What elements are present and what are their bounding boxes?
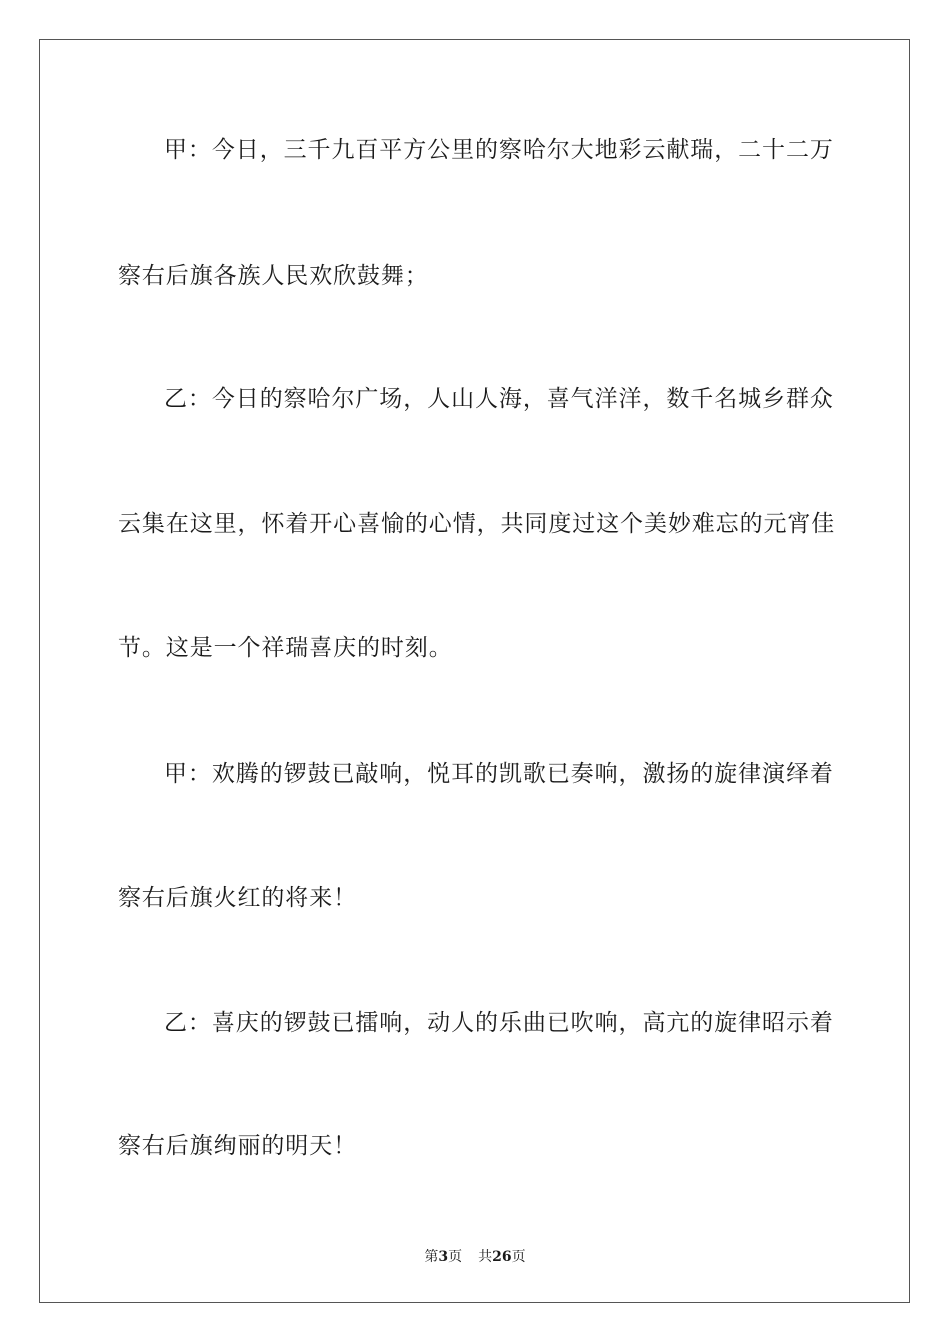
glyph: 甲 <box>164 761 188 787</box>
glyph: 二 <box>785 137 810 163</box>
glyph: 千 <box>307 137 332 163</box>
paragraph-line-2: 察右后旗各族人民欢欣鼓舞； <box>118 263 429 289</box>
glyph: 云 <box>118 511 142 537</box>
glyph: 云 <box>642 137 667 163</box>
glyph: 乙 <box>164 386 188 412</box>
paragraph-line-5: 节。这是一个祥瑞喜庆的时刻。 <box>118 635 453 661</box>
glyph: 同 <box>524 511 549 537</box>
glyph: 里 <box>451 137 475 163</box>
glyph: 度 <box>548 511 573 537</box>
glyph: 鼓 <box>307 761 332 787</box>
glyph: 美 <box>643 511 668 537</box>
glyph: 高 <box>642 1010 667 1036</box>
glyph: 锣 <box>283 761 308 787</box>
glyph: 十 <box>762 137 786 163</box>
glyph: 今 <box>211 386 236 412</box>
page-footer <box>0 1248 950 1266</box>
glyph: 在 <box>165 511 190 537</box>
total-suffix: 页 <box>511 1249 526 1265</box>
glyph: 愉 <box>380 511 405 537</box>
page-suffix: 页 <box>448 1249 463 1265</box>
glyph: 律 <box>738 1010 763 1036</box>
glyph: 已 <box>331 1010 356 1036</box>
glyph: 尔 <box>546 137 571 163</box>
glyph: 难 <box>691 511 716 537</box>
paragraph-line-1 <box>164 135 834 165</box>
glyph: 凯 <box>498 761 523 787</box>
glyph: 欢 <box>211 761 236 787</box>
glyph: 平 <box>379 137 404 163</box>
glyph: 忘 <box>715 511 740 537</box>
glyph: 耳 <box>451 761 475 787</box>
glyph: 怀 <box>261 511 286 537</box>
page-prefix: 第 <box>424 1249 439 1265</box>
glyph: 妙 <box>667 511 692 537</box>
glyph: 鼓 <box>307 1010 332 1036</box>
glyph: ， <box>403 761 428 787</box>
paragraph-line-6 <box>164 759 834 789</box>
glyph: ， <box>403 386 428 412</box>
glyph: 的 <box>474 137 499 163</box>
glyph: 元 <box>763 511 788 537</box>
glyph: 歌 <box>522 761 547 787</box>
glyph: 共 <box>500 511 525 537</box>
glyph: 喜 <box>546 386 571 412</box>
glyph: ： <box>187 386 212 412</box>
page-border <box>39 39 910 1303</box>
glyph: 群 <box>785 386 810 412</box>
glyph: ： <box>187 761 212 787</box>
glyph: 已 <box>546 761 571 787</box>
glyph: 这 <box>596 511 621 537</box>
glyph: 大 <box>570 137 595 163</box>
glyph: 察 <box>498 137 523 163</box>
glyph: 吹 <box>570 1010 595 1036</box>
glyph: 瑞 <box>690 137 715 163</box>
total-pages: 26 <box>492 1249 512 1265</box>
glyph: 亢 <box>666 1010 691 1036</box>
glyph: 献 <box>666 137 691 163</box>
glyph: 庆 <box>235 1010 260 1036</box>
glyph: 个 <box>620 511 644 537</box>
glyph: 这 <box>189 511 214 537</box>
glyph: 千 <box>690 386 715 412</box>
glyph: 人 <box>474 386 499 412</box>
glyph: 响 <box>594 761 619 787</box>
glyph: 众 <box>809 386 834 412</box>
glyph: 的 <box>739 511 764 537</box>
glyph: 洋 <box>594 386 619 412</box>
glyph: 律 <box>738 761 763 787</box>
glyph: ， <box>522 386 547 412</box>
glyph: ， <box>259 137 284 163</box>
glyph: 二 <box>738 137 763 163</box>
glyph: 曲 <box>522 1010 547 1036</box>
glyph: ， <box>476 511 501 537</box>
glyph: 九 <box>331 137 356 163</box>
glyph: 哈 <box>307 386 332 412</box>
glyph: 响 <box>379 761 404 787</box>
glyph: 察 <box>283 386 308 412</box>
glyph: 城 <box>738 386 763 412</box>
glyph: 日 <box>235 386 260 412</box>
glyph: 万 <box>809 137 834 163</box>
glyph: ， <box>237 511 262 537</box>
glyph: 扬 <box>666 761 691 787</box>
paragraph-line-7: 察右后旗火红的将来！ <box>118 885 357 911</box>
glyph: 喜 <box>211 1010 236 1036</box>
glyph: ， <box>403 1010 428 1036</box>
glyph: 响 <box>379 1010 404 1036</box>
page-number: 3 <box>438 1249 449 1265</box>
glyph: 气 <box>570 386 595 412</box>
glyph: 三 <box>283 137 308 163</box>
glyph: 尔 <box>331 386 356 412</box>
glyph: 过 <box>572 511 597 537</box>
glyph: 激 <box>642 761 667 787</box>
glyph: ： <box>187 137 212 163</box>
glyph: 海 <box>498 386 523 412</box>
glyph: 的 <box>690 1010 715 1036</box>
glyph: 乐 <box>498 1010 523 1036</box>
glyph: 公 <box>427 137 452 163</box>
glyph: ， <box>618 761 643 787</box>
glyph: 演 <box>762 761 786 787</box>
glyph: ， <box>618 1010 643 1036</box>
glyph: 旋 <box>714 1010 739 1036</box>
glyph: 腾 <box>235 761 260 787</box>
glyph: 动 <box>427 1010 452 1036</box>
glyph: 喜 <box>357 511 381 537</box>
glyph: 广 <box>355 386 380 412</box>
glyph: 旋 <box>714 761 739 787</box>
glyph: 场 <box>379 386 404 412</box>
glyph: 的 <box>474 1010 499 1036</box>
glyph: 的 <box>474 761 499 787</box>
glyph: 的 <box>690 761 715 787</box>
paragraph-line-9: 察右后旗绚丽的明天！ <box>118 1133 357 1159</box>
glyph: 今 <box>211 137 236 163</box>
total-prefix: 共 <box>478 1249 493 1265</box>
glyph: 心 <box>428 511 453 537</box>
glyph: ， <box>714 137 739 163</box>
paragraph-line-8 <box>164 1008 834 1038</box>
glyph: 的 <box>404 511 429 537</box>
glyph: 奏 <box>570 761 595 787</box>
glyph: ， <box>642 386 667 412</box>
glyph: 绎 <box>785 761 810 787</box>
glyph: 日 <box>235 137 260 163</box>
glyph: 的 <box>259 1010 284 1036</box>
glyph: 着 <box>809 761 834 787</box>
glyph: 地 <box>594 137 619 163</box>
paragraph-line-3 <box>164 384 834 414</box>
glyph: 名 <box>714 386 739 412</box>
glyph: 的 <box>259 761 284 787</box>
glyph: 里 <box>213 511 238 537</box>
glyph: 集 <box>141 511 166 537</box>
glyph: 已 <box>331 761 356 787</box>
glyph: 的 <box>259 386 284 412</box>
glyph: 人 <box>427 386 452 412</box>
glyph: 响 <box>594 1010 619 1036</box>
glyph: 百 <box>355 137 380 163</box>
glyph: 佳 <box>811 511 836 537</box>
glyph: ： <box>187 1010 212 1036</box>
glyph: 昭 <box>762 1010 786 1036</box>
glyph: 洋 <box>618 386 643 412</box>
paragraph-line-4 <box>118 509 834 539</box>
glyph: 开 <box>309 511 334 537</box>
glyph: 甲 <box>164 137 188 163</box>
glyph: 锣 <box>283 1010 308 1036</box>
glyph: 方 <box>403 137 428 163</box>
glyph: 悦 <box>427 761 452 787</box>
glyph: 彩 <box>618 137 643 163</box>
glyph: 人 <box>451 1010 475 1036</box>
glyph: 哈 <box>522 137 547 163</box>
glyph: 着 <box>285 511 310 537</box>
glyph: 示 <box>785 1010 810 1036</box>
glyph: 情 <box>452 511 477 537</box>
glyph: 山 <box>451 386 475 412</box>
glyph: 心 <box>333 511 358 537</box>
glyph: 乙 <box>164 1010 188 1036</box>
glyph: 擂 <box>355 1010 380 1036</box>
glyph: 宵 <box>787 511 812 537</box>
glyph: 数 <box>666 386 691 412</box>
glyph: 敲 <box>355 761 380 787</box>
glyph: 已 <box>546 1010 571 1036</box>
glyph: 乡 <box>762 386 786 412</box>
glyph: 着 <box>809 1010 834 1036</box>
